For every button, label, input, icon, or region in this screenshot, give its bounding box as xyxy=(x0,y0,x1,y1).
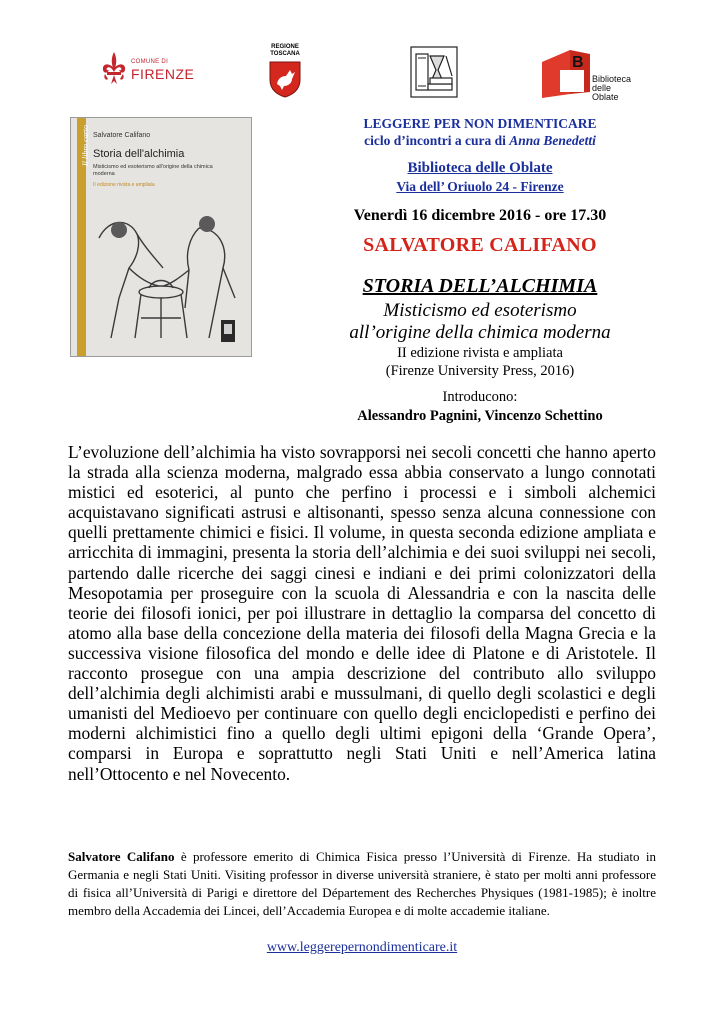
fleur-de-lis-icon xyxy=(100,50,128,86)
biblioteca-oblate-logo xyxy=(540,48,640,100)
venue-name: Biblioteca delle Oblate xyxy=(407,160,553,176)
book-description: L’evoluzione dell’alchimia ha visto sovrapporsi nei secoli concetti che hanno aperto la strada alla scienza moderna, malgrado essa abbia conservato a lungo connotati mistici ed esoterici, al punto che perfino i processi e i simboli alchemici acquistavano significati astrusi e altisonanti, spesso senza alcuna connessione con quelli prettamente chimici e fisici. Il volume, in questa seconda edizione ampliata e arricchita di immagini, presenta la storia dell’alchimia e dei suoi sviluppi nei secoli, partendo dalle ricerche dei saggi cinesi e indiani e dei primi colonizzatori della Mesopotamia per proseguire con la scuola di Alessandria e con la nascita delle teorie dei filosofi ionici, per poi illustrare in dettaglio la comparsa del concetto di atomo alla base della concezione della materia dei filosofi della Magna Grecia e la successiva visione filosofica del mondo e delle idee di Platone e di Aristotele. Il racconto prosegue con una ampia descrizione del contributo allo sviluppo dell’alchimia degli alchimisti arabi e mussulmani, di quello degli scolastici e degli umanisti del Medioevo per continuare con quello degli enciclopedisti e perfino dei moderni alchimistici fino a quello degli ultimi epigoni della ‘Grande Opera’, comparsi in Europa e soprattutto negli Stati Uniti e nell’America latina nell’Ottocento e nel Novecento. xyxy=(68,442,656,784)
oblate-book-icon xyxy=(540,48,596,100)
website-link[interactable]: www.leggerepernondimenticare.it xyxy=(266,940,458,955)
book-spine-text: Il libro carto xyxy=(81,124,90,166)
oblate-text: Biblioteca delle Oblate xyxy=(592,74,632,102)
book-cover-title: Storia dell'alchimia xyxy=(93,148,185,160)
book-subtitle-line1: Misticismo ed esoterismo xyxy=(383,300,577,321)
venue-address: Via dell’ Oriuolo 24 - Firenze xyxy=(396,179,564,194)
intro-label: Introducono: xyxy=(442,389,518,405)
curator-name: Anna Benedetti xyxy=(509,133,596,148)
regione-line1: REGIONE xyxy=(271,44,299,50)
book-title: STORIA DELL’ALCHIMIA xyxy=(362,275,598,297)
book-cover xyxy=(70,117,252,357)
regione-toscana-logo xyxy=(262,44,308,100)
leggere-per-non-dimenticare-logo xyxy=(410,46,458,98)
book-cover-subtitle: Misticismo ed esoterismo all'origine della chimica moderna xyxy=(93,164,213,177)
book-cover-author: Salvatore Califano xyxy=(93,132,151,139)
bio-name: Salvatore Califano xyxy=(68,849,175,864)
bio-text: è professore emerito di Chimica Fisica presso l’Università di Firenze. Ha studiato in Germania e negli Stati Uniti. Visiting professor in diverse università straniere, è stato per molti anni professore di fisica all’Università di Parigi e direttore del Département des Recherches Physiques (1981-1985); è inoltre membro della Accademia dei Lincei, dell’Accademia Europea e di molte accademie italiane. xyxy=(68,849,656,918)
pegasus-shield-icon xyxy=(268,60,302,98)
introducers: Alessandro Pagnini, Vincenzo Schettino xyxy=(357,408,603,424)
alchemist-engraving-illustration xyxy=(89,198,239,348)
cycle-line: ciclo d’incontri a cura di Anna Benedetti xyxy=(364,133,596,148)
speaker-name: SALVATORE CALIFANO xyxy=(363,234,597,256)
book-cover-edition: II edizione rivista e ampliata xyxy=(93,182,155,188)
publisher-logo-icon xyxy=(221,320,235,342)
book-subtitle-line2: all’origine della chimica moderna xyxy=(349,322,611,343)
regione-line2: TOSCANA xyxy=(270,51,300,57)
author-bio xyxy=(68,848,656,920)
book-edition: II edizione rivista e ampliata xyxy=(397,345,563,361)
oblate-letter: B xyxy=(572,54,584,71)
book-publisher: (Firenze University Press, 2016) xyxy=(385,363,575,379)
comune-firenze-logo: COMUNE DI FIRENZE xyxy=(100,46,200,92)
event-date: Venerdì 16 dicembre 2016 - ore 17.30 xyxy=(353,207,607,224)
series-title: LEGGERE PER NON DIMENTICARE xyxy=(363,116,597,131)
books-hourglass-icon xyxy=(410,46,458,98)
